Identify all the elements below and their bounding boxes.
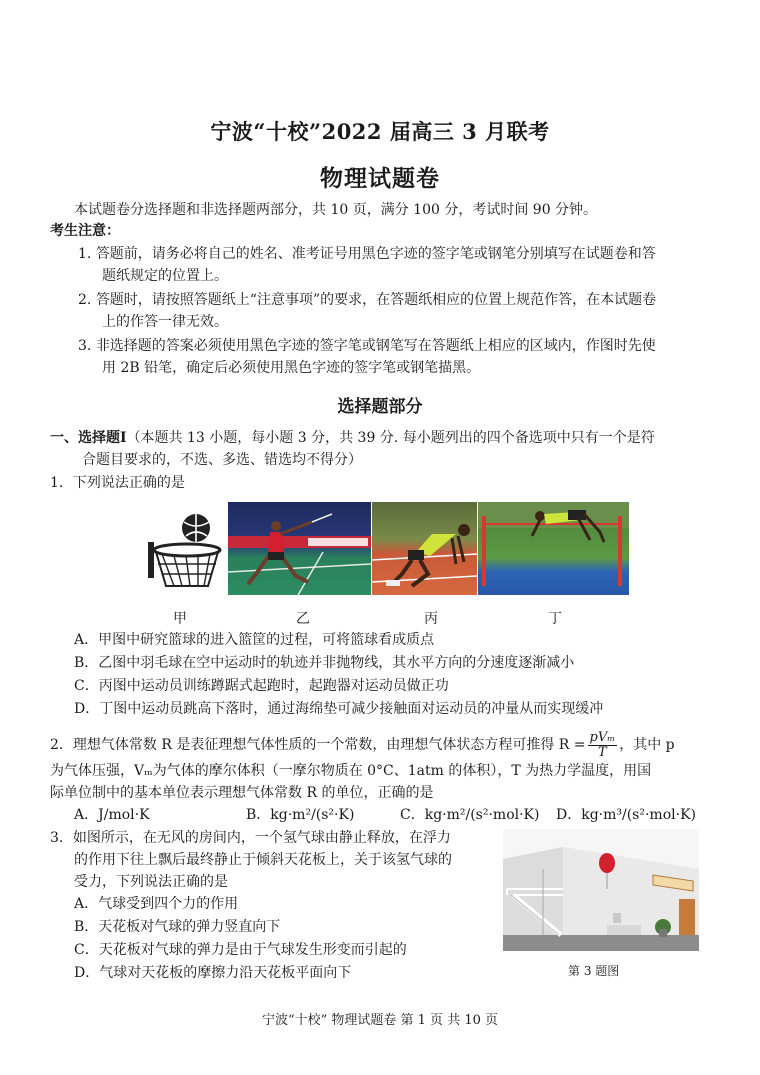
- exam-subtitle: 物理试题卷: [320, 165, 440, 192]
- notice-item-2-line1: 2. 答题时，请按照答题纸上“注意事项”的要求，在答题纸相应的位置上规范作答，在本试题卷: [78, 292, 657, 308]
- basketball-hoop-icon: [130, 502, 227, 595]
- q3-option-c: C．天花板对气球的弹力是由于气球发生形变而引起的: [74, 942, 407, 958]
- image-basketball-hoop: [130, 502, 227, 595]
- image-high-jump: [478, 502, 629, 595]
- notice-item-1-line2: 题纸规定的位置上。: [102, 268, 228, 284]
- notice-num: 2.: [78, 292, 92, 308]
- q2-option-b: B．kg·m²/(s²·K): [246, 807, 355, 823]
- q2-formula-fraction: $\frac{\text{pVₘ}}{T}$: [589, 729, 616, 760]
- image-sprint-start: [372, 502, 477, 595]
- q3-line3: 受力，下列说法正确的是: [74, 874, 228, 890]
- q1-stem: 1．下列说法正确的是: [50, 475, 185, 491]
- page-footer: 宁波“十校” 物理试题卷 第 1 页 共 10 页: [261, 1013, 499, 1028]
- notice-heading: 考生注意：: [50, 223, 120, 239]
- notice-item-3-line2: 用 2B 铅笔，确定后必须使用黑色字迹的签字笔或钢笔描黑。: [102, 360, 481, 376]
- q1-caption-d: 丁: [548, 611, 562, 627]
- q1-caption-c: 丙: [424, 611, 438, 627]
- q3-line2: 的作用下往上飘后最终静止于倾斜天花板上，关于该氢气球的: [74, 852, 452, 868]
- q1-caption-a: 甲: [173, 611, 187, 627]
- section-title: 选择题部分: [337, 397, 423, 417]
- notice-item-3-line1: 3. 非选择题的答案必须使用黑色字迹的签字笔或钢笔写在答题纸上相应的区域内，作图时先使: [78, 338, 656, 354]
- q2-line1: 2．理想气体常数 R 是表征理想气体性质的一个常数，由理想气体状态方程可推得 R = $\frac{\text{pVₘ}}{T}$ ，其中 p: [50, 729, 675, 760]
- notice-item-1-line1: 1. 答题前，请务必将自己的姓名、准考证号用黑色字迹的签字笔或钢笔分别填写在试题卷和答: [78, 246, 656, 262]
- q3-figure-caption: 第 3 题图: [568, 964, 620, 978]
- part1-line2: 合题目要求的，不选、多选、错选均不得分）: [82, 452, 362, 468]
- image-room-balloon: [503, 829, 699, 951]
- q2-line3: 际单位制中的基本单位表示理想气体常数 R 的单位，正确的是: [50, 785, 434, 801]
- exam-title: 宁波“十校”2022 届高三 3 月联考: [210, 119, 550, 144]
- q1-caption-b: 乙: [296, 611, 310, 627]
- q1-option-b: B．乙图中羽毛球在空中运动时的轨迹并非抛物线，其水平方向的分速度逐渐减小: [74, 655, 575, 671]
- part1-line1: 一、选择题Ⅰ（本题共 13 小题，每小题 3 分，共 39 分. 每小题列出的四个备选项中只有一个是符: [50, 430, 655, 446]
- notice-num: 1.: [78, 246, 92, 262]
- q1-option-a: A．甲图中研究篮球的进入篮筐的过程，可将篮球看成质点: [74, 632, 435, 648]
- intro-text: 本试题卷分选择题和非选择题两部分，共 10 页，满分 100 分，考试时间 90 分钟。: [74, 202, 598, 218]
- q3-option-d: D．气球对天花板的摩擦力沿天花板平面向下: [74, 965, 352, 981]
- q3-line1: 3．如图所示，在无风的房间内，一个氢气球由静止释放，在浮力: [50, 830, 451, 846]
- q2-option-a: A．J/mol·K: [74, 807, 150, 823]
- q3-option-a: A．气球受到四个力的作用: [74, 896, 239, 912]
- part1-label: 一、选择题Ⅰ: [50, 430, 127, 446]
- q1-option-c: C．丙图中运动员训练蹲踞式起跑时，起跑器对运动员做正功: [74, 678, 449, 694]
- notice-item-2-line2: 上的作答一律无效。: [102, 314, 228, 330]
- q3-option-b: B．天花板对气球的弹力竖直向下: [74, 919, 281, 935]
- q2-option-c: C．kg·m²/(s²·mol·K): [400, 807, 540, 823]
- notice-num: 3.: [78, 338, 92, 354]
- q1-option-d: D．丁图中运动员跳高下落时，通过海绵垫可减少接触面对运动员的冲量从而实现缓冲: [74, 701, 604, 717]
- image-badminton: [228, 502, 371, 595]
- q2-option-d: D．kg·m³/(s²·mol·K): [556, 807, 696, 823]
- q2-line2: 为气体压强，Vₘ为气体的摩尔体积（一摩尔物质在 0°C、1atm 的体积），T 为热力学温度，用国: [50, 763, 652, 779]
